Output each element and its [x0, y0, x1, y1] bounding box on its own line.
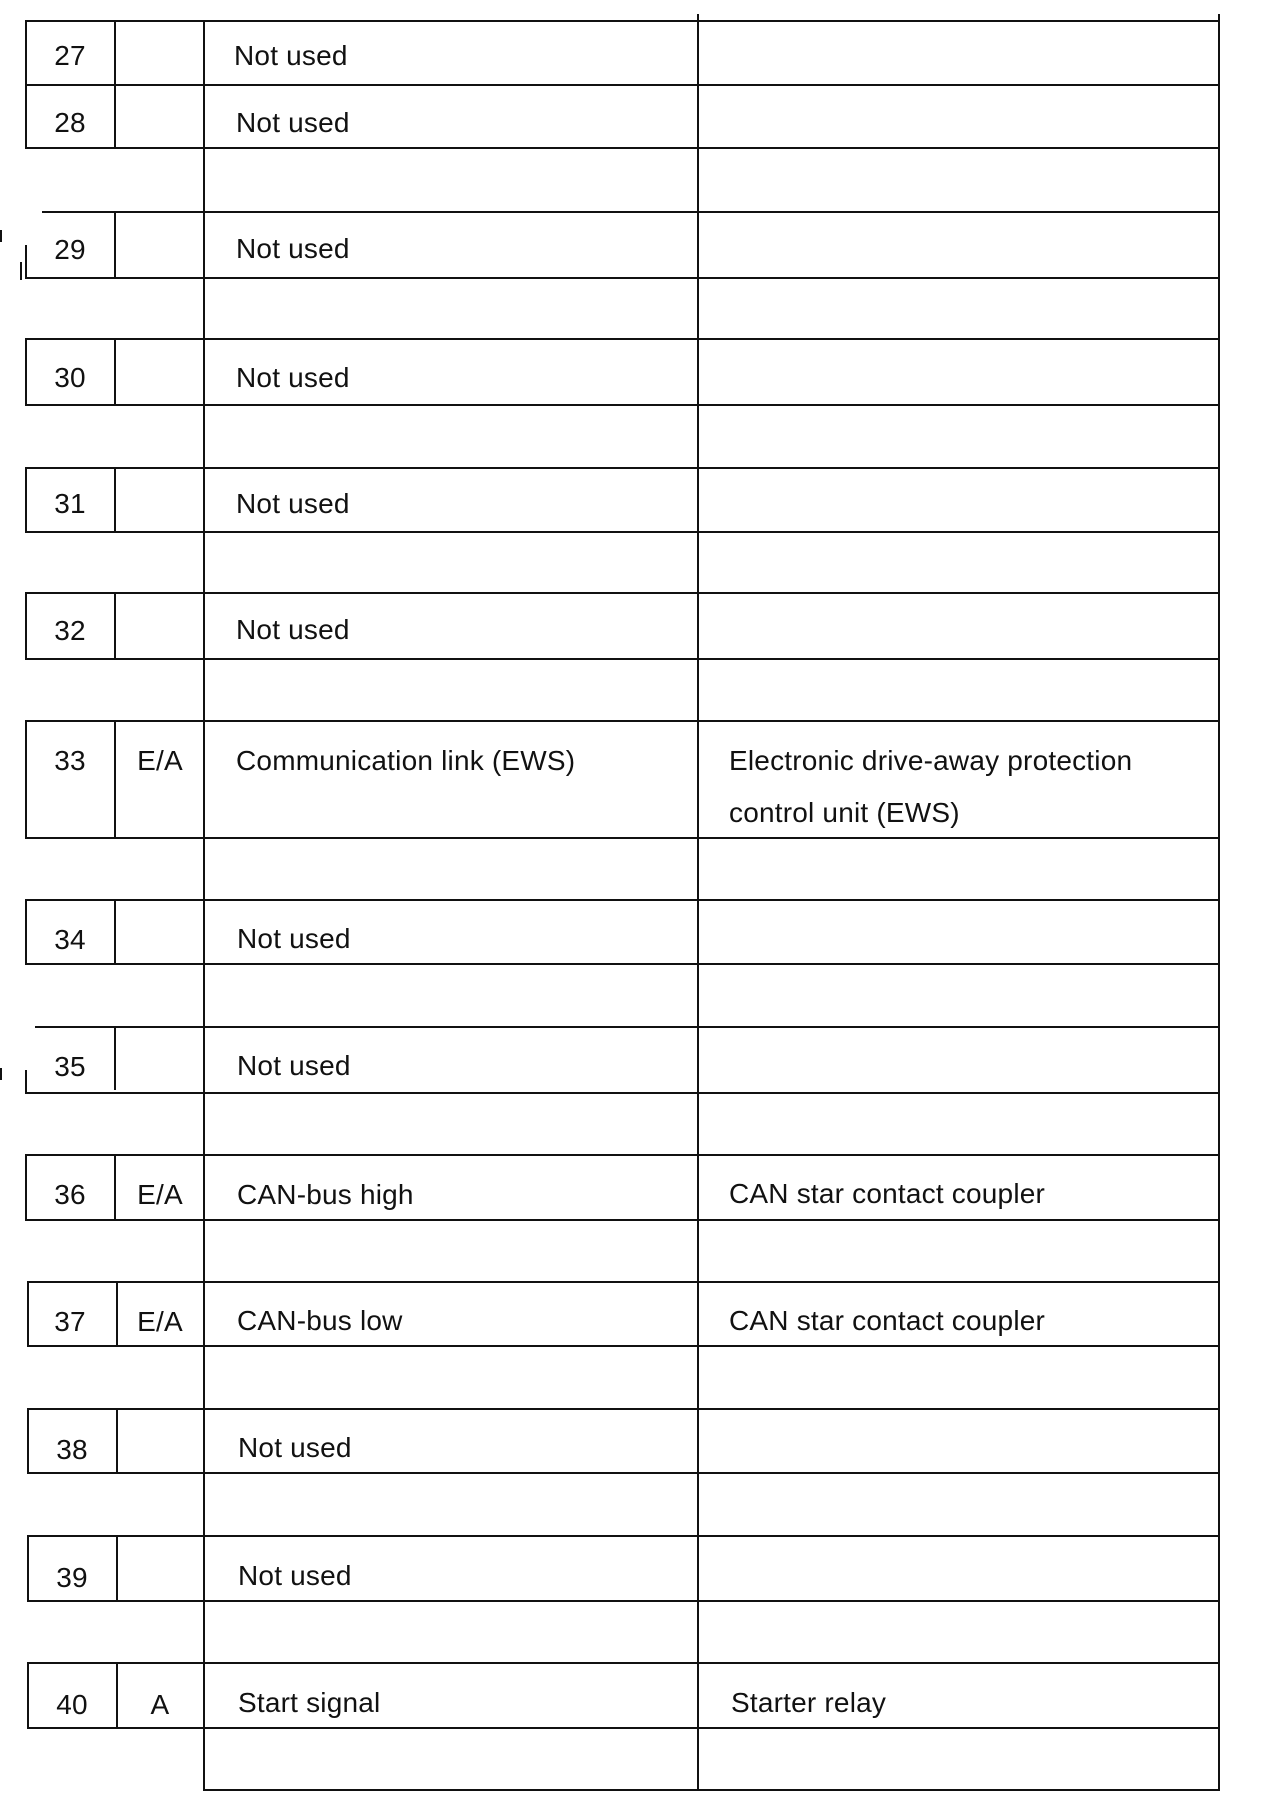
table-border	[25, 592, 1220, 594]
table-border	[27, 1535, 1220, 1537]
table-border	[42, 211, 1220, 213]
table-border	[25, 837, 1220, 839]
pin-number: 30	[54, 362, 86, 393]
table-border	[114, 468, 116, 532]
table-border	[114, 720, 116, 838]
pin-number: 35	[54, 1051, 86, 1082]
table-border	[27, 1727, 1220, 1729]
table-border	[25, 1092, 1220, 1094]
signal-direction: A	[150, 1689, 170, 1720]
signal-description: Communication link (EWS)	[236, 745, 576, 776]
signal-description: Not used	[234, 40, 348, 71]
table-border	[25, 20, 1220, 22]
pin-number: 28	[54, 107, 86, 138]
table-border	[1218, 14, 1220, 1790]
table-border	[116, 1535, 118, 1601]
table-border	[114, 593, 116, 659]
table-border	[27, 1600, 1220, 1602]
component-name-line2: control unit (EWS)	[729, 797, 960, 828]
pin-number: 33	[54, 745, 86, 776]
table-border	[27, 1281, 1220, 1283]
table-border	[25, 720, 27, 838]
signal-description: CAN-bus high	[237, 1179, 414, 1210]
pin-number: 38	[56, 1434, 88, 1465]
table-border	[25, 338, 1220, 340]
table-border	[25, 899, 1220, 901]
signal-direction: E/A	[137, 1306, 183, 1337]
pin-number: 29	[54, 234, 86, 265]
table-border	[25, 531, 1220, 533]
table-border	[25, 84, 1220, 86]
signal-description: Not used	[236, 107, 350, 138]
signal-description: Not used	[236, 614, 350, 645]
table-border	[697, 14, 699, 1790]
signal-direction: E/A	[137, 1179, 183, 1210]
signal-direction: E/A	[137, 745, 183, 776]
signal-description: Not used	[236, 233, 350, 264]
table-border	[27, 1408, 1220, 1410]
table-border	[25, 147, 1220, 149]
table-border	[114, 900, 116, 964]
table-border	[25, 720, 1220, 722]
scan-mark	[20, 262, 22, 280]
component-name: CAN star contact coupler	[729, 1178, 1046, 1209]
table-border	[203, 1789, 1220, 1791]
table-border	[25, 1219, 1220, 1221]
pin-number: 36	[54, 1179, 86, 1210]
table-border	[27, 1662, 1220, 1664]
pin-number: 37	[54, 1306, 86, 1337]
table-border	[35, 1026, 1220, 1028]
signal-description: Not used	[237, 1050, 351, 1081]
signal-description: Not used	[238, 1560, 352, 1591]
scan-mark	[0, 230, 2, 242]
table-border	[25, 658, 1220, 660]
pin-number: 31	[54, 488, 86, 519]
table-border	[114, 212, 116, 278]
table-border	[114, 338, 116, 405]
table-border	[25, 1154, 1220, 1156]
signal-description: Not used	[238, 1432, 352, 1463]
component-name: Electronic drive-away protection	[729, 745, 1133, 776]
component-name: Starter relay	[731, 1687, 887, 1718]
table-border	[27, 1345, 1220, 1347]
pin-number: 34	[54, 924, 86, 955]
scan-mark	[0, 1068, 2, 1080]
signal-description: Start signal	[238, 1687, 381, 1718]
pin-number: 40	[56, 1689, 88, 1720]
table-border	[203, 404, 1220, 406]
pin-number: 39	[56, 1562, 88, 1593]
pin-number: 27	[54, 40, 86, 71]
signal-description: CAN-bus low	[237, 1305, 403, 1336]
table-border	[114, 1026, 116, 1090]
pin-number: 32	[54, 615, 86, 646]
table-border	[116, 1408, 118, 1473]
signal-description: Not used	[236, 362, 350, 393]
table-border	[27, 1472, 1220, 1474]
table-border	[203, 20, 205, 1790]
table-border	[25, 963, 1220, 965]
table-border	[25, 467, 1220, 469]
signal-description: Not used	[237, 923, 351, 954]
component-name: CAN star contact coupler	[729, 1305, 1046, 1336]
signal-description: Not used	[236, 488, 350, 519]
table-border	[25, 277, 1220, 279]
